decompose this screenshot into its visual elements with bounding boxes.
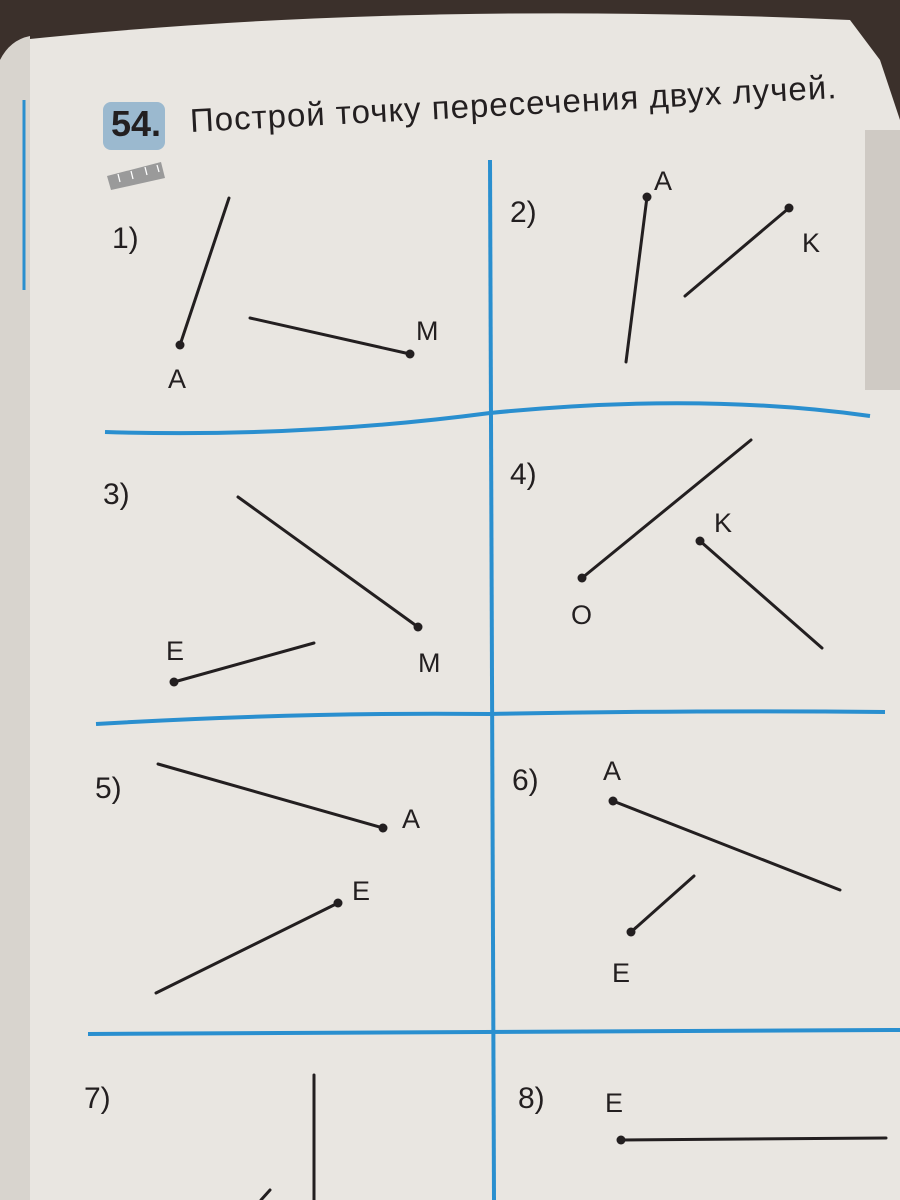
task-5-label-a: A — [402, 804, 421, 834]
exercise-number: 54. — [111, 103, 162, 144]
task-1-point-a — [176, 341, 185, 350]
task-4-point-o — [578, 574, 587, 583]
task-8-rays — [621, 1138, 886, 1140]
task-2-point-k — [785, 204, 794, 213]
task-3-point-m — [414, 623, 423, 632]
task-5-point-e — [334, 899, 343, 908]
task-number-7: 7) — [84, 1082, 111, 1115]
task-4-point-k — [696, 537, 705, 546]
task-3-label-m: M — [418, 648, 441, 678]
task-number-8: 8) — [518, 1082, 545, 1115]
task-3-point-e — [170, 678, 179, 687]
task-number-2: 2) — [510, 196, 537, 229]
task-6-point-e — [627, 928, 636, 937]
task-2-label-k: K — [802, 228, 821, 258]
task-2-point-a — [643, 193, 652, 202]
task-1-label-m: M — [416, 316, 439, 346]
task-6-point-a — [609, 797, 618, 806]
task-6-label-a: A — [603, 756, 622, 786]
task-2-label-a: A — [654, 166, 673, 196]
task-number-1: 1) — [112, 222, 139, 255]
task-5-label-e: E — [352, 876, 371, 906]
task-8-label-e: E — [605, 1088, 624, 1118]
task-4-label-o: O — [571, 600, 593, 630]
task-8-ray-e — [621, 1138, 886, 1140]
exercise-instruction: Построй точку пересечения двух лучей. — [189, 68, 839, 139]
task-number-4: 4) — [510, 458, 537, 491]
ruler-icon — [105, 160, 167, 197]
task-6-label-e: E — [612, 958, 631, 988]
task-number-6: 6) — [512, 764, 539, 797]
task-number-3: 3) — [103, 478, 130, 511]
task-3-label-e: E — [166, 636, 185, 666]
task-4-label-k: K — [714, 508, 733, 538]
task-5-point-a — [379, 824, 388, 833]
task-8-point-e — [617, 1136, 626, 1145]
task-1-point-m — [406, 350, 415, 359]
task-number-5: 5) — [95, 772, 122, 805]
task-1-label-a: A — [168, 364, 187, 394]
